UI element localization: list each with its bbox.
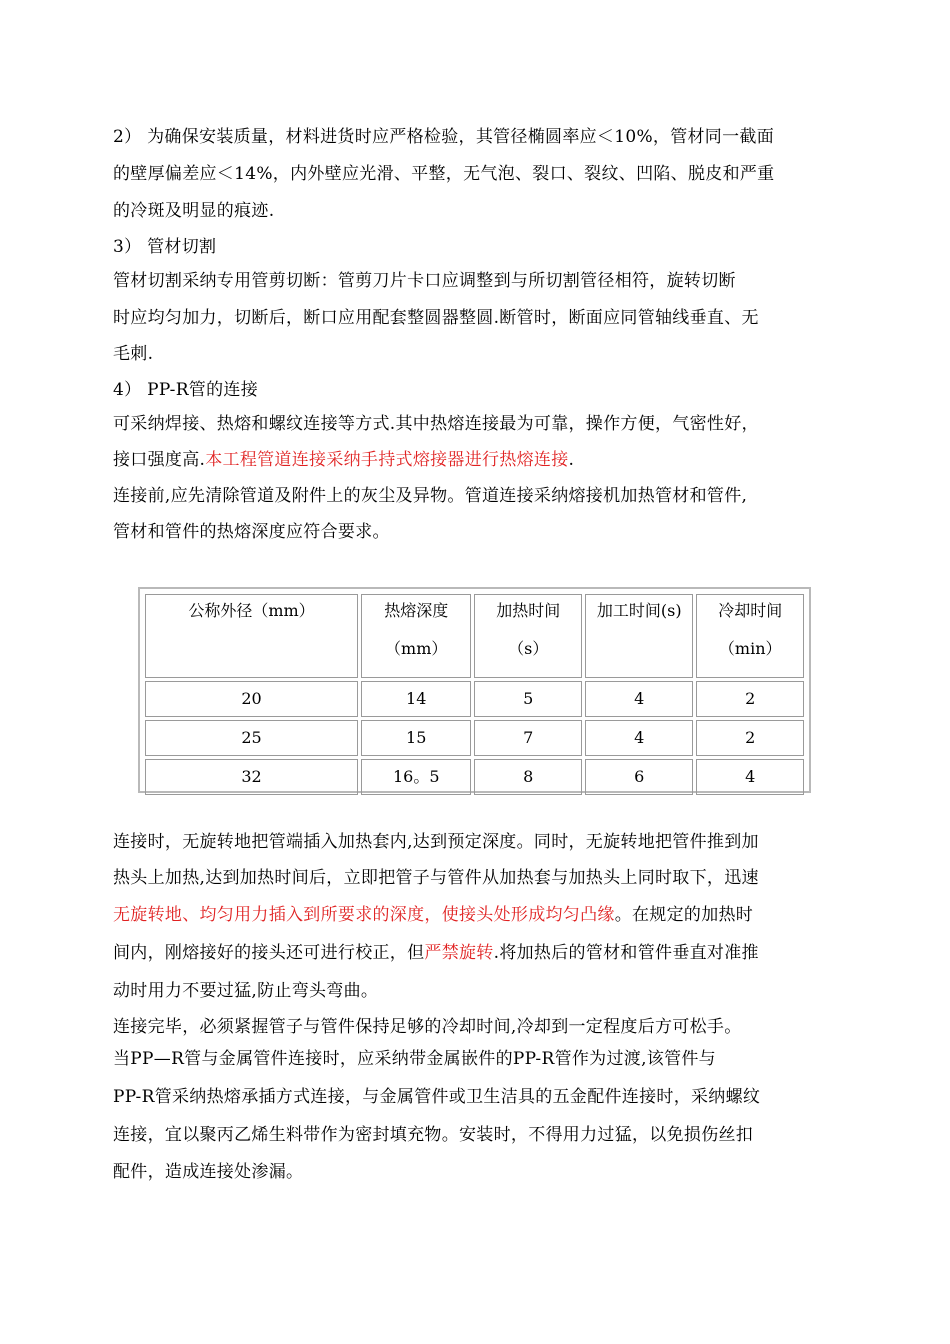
table-cell: 7: [474, 720, 581, 756]
table-cell: 14: [361, 681, 472, 717]
heading-ppr-connection: 4） PP-R管的连接: [113, 380, 259, 400]
table-cell: 32: [145, 759, 358, 795]
paragraph-metal-line-1: 当PP—R管与金属管件连接时，应采纳带金属嵌件的PP-R管作为过渡,该管件与: [113, 1049, 716, 1069]
procedure-text: 间内，刚熔接好的接头还可进行校正，但: [113, 943, 425, 963]
paragraph-procedure-line-3: [113, 904, 753, 926]
table-cell: 16。5: [361, 759, 472, 795]
table-cell: 2: [696, 681, 804, 717]
header-cell-heating-time: 加热时间 （s）: [474, 594, 581, 678]
procedure-text-end: .将加热后的管材和管件垂直对准推: [493, 943, 759, 963]
paragraph-metal-line-3: 连接，宜以聚丙乙烯生料带作为密封填充物。安装时，不得用力过猛，以免损伤丝扣: [113, 1125, 754, 1145]
table-cell: 4: [585, 681, 694, 717]
table-cell: 5: [474, 681, 581, 717]
paragraph-cutting-line-3: 毛刺.: [113, 344, 154, 364]
paragraph-metal-line-2: PP-R管采纳热熔承插方式连接，与金属管件或卫生洁具的五金配件连接时，采纳螺纹: [113, 1087, 761, 1107]
paragraph-cutting-line-1: 管材切割采纳专用管剪切断：管剪刀片卡口应调整到与所切割管径相符，旋转切断: [113, 271, 736, 291]
paragraph-methods-line-2: [113, 449, 574, 471]
table-cell: 8: [474, 759, 581, 795]
paragraph-quality-line-3: 的冷斑及明显的痕迹.: [113, 201, 275, 221]
table-cell: 6: [585, 759, 694, 795]
emphasis-text: 本工程管道连接采纳手持式熔接器进行热熔连接: [205, 450, 569, 470]
heading-pipe-cutting: 3） 管材切割: [113, 237, 217, 257]
emphasis-text: 严禁旋转: [424, 943, 494, 963]
paragraph-procedure-line-5: 动时用力不要过猛,防止弯头弯曲。: [113, 981, 379, 1001]
header-cell-cooling-time: 冷却时间 （min）: [696, 594, 804, 678]
emphasis-text: 无旋转地、均匀用力插入到所要求的深度，使接头处形成均匀凸缘: [113, 905, 615, 925]
table-cell: 4: [696, 759, 804, 795]
methods-text-end: .: [568, 450, 575, 470]
paragraph-procedure-line-1: 连接时，无旋转地把管端插入加热套内,达到预定深度。同时，无旋转地把管件推到加: [113, 832, 759, 852]
table-row: [145, 681, 804, 717]
table-row: [145, 720, 804, 756]
header-cell-processing-time: 加工时间(s): [585, 594, 694, 678]
paragraph-procedure-line-4: [113, 942, 759, 964]
table-cell: 4: [585, 720, 694, 756]
paragraph-cutting-line-2: 时应均匀加力，切断后，断口应用配套整圆器整圆.断管时，断面应同管轴线垂直、无: [113, 308, 759, 328]
methods-text: 接口强度高.: [113, 450, 206, 470]
table-row: [145, 759, 804, 795]
paragraph-cooling-line-1: 连接完毕，必须紧握管子与管件保持足够的冷却时间,冷却到一定程度后方可松手。: [113, 1017, 742, 1037]
header-cell-diameter: 公称外径（mm）: [145, 594, 358, 678]
procedure-text: 。在规定的加热时: [614, 905, 754, 925]
table-cell: 20: [145, 681, 358, 717]
paragraph-procedure-line-2: 热头上加热,达到加热时间后，立即把管子与管件从加热套与加热头上同时取下，迅速: [113, 868, 759, 888]
table-cell: 15: [361, 720, 472, 756]
table-cell: 2: [696, 720, 804, 756]
table-cell: 25: [145, 720, 358, 756]
paragraph-prep-line-2: 管材和管件的热熔深度应符合要求。: [113, 522, 390, 542]
paragraph-quality-line-1: 2） 为确保安装质量，材料进货时应严格检验，其管径椭圆率应＜10%，管材同一截面: [113, 127, 775, 147]
fusion-parameters-table: [138, 587, 811, 793]
paragraph-prep-line-1: 连接前,应先清除管道及附件上的灰尘及异物。管道连接采纳熔接机加热管材和管件,: [113, 486, 748, 506]
paragraph-metal-line-4: 配件，造成连接处渗漏。: [113, 1162, 304, 1182]
paragraph-methods-line-1: 可采纳焊接、热熔和螺纹连接等方式.其中热熔连接最为可靠，操作方便，气密性好，: [113, 414, 759, 434]
header-cell-depth: 热熔深度 （mm）: [361, 594, 472, 678]
paragraph-quality-line-2: 的壁厚偏差应＜14%，内外壁应光滑、平整，无气泡、裂口、裂纹、凹陷、脱皮和严重: [113, 164, 775, 184]
table-header-row: [145, 594, 804, 678]
